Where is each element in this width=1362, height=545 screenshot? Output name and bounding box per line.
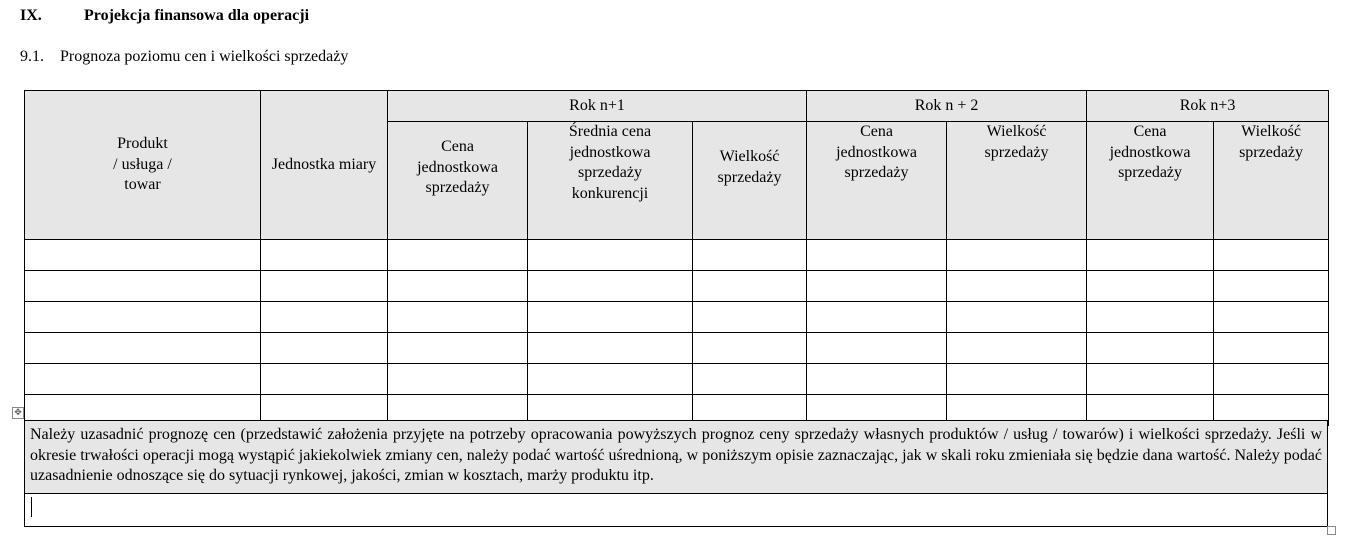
table-cell[interactable]	[807, 240, 947, 271]
table-cell[interactable]	[1214, 364, 1329, 395]
table-cell[interactable]	[261, 333, 388, 364]
header-product	[25, 91, 261, 240]
table-cell[interactable]	[528, 333, 693, 364]
table-cell[interactable]	[1214, 271, 1329, 302]
table-cell[interactable]	[693, 240, 807, 271]
header-y3-volume	[1214, 122, 1329, 240]
table-cell[interactable]	[807, 302, 947, 333]
table-cell[interactable]	[1214, 333, 1329, 364]
table-cell[interactable]	[1087, 333, 1214, 364]
header-unit: Jednostka miary	[261, 91, 388, 240]
section-number: IX.	[20, 7, 42, 24]
table-cell[interactable]	[947, 302, 1087, 333]
table-cell[interactable]	[1087, 240, 1214, 271]
header-line: Średnia cena	[568, 123, 652, 140]
table-cell[interactable]	[693, 364, 807, 395]
header-line: konkurencji	[571, 184, 649, 202]
table-cell[interactable]	[693, 271, 807, 302]
table-cell[interactable]	[25, 333, 261, 364]
header-y2-price	[807, 122, 947, 240]
header-product-line: / usługa /	[113, 155, 172, 173]
table-cell[interactable]	[807, 364, 947, 395]
table-cell[interactable]	[261, 271, 388, 302]
header-line: Cena	[441, 138, 474, 155]
table-row	[25, 364, 1329, 395]
table-cell[interactable]	[947, 333, 1087, 364]
table-cell[interactable]	[1087, 364, 1214, 395]
section-heading	[20, 7, 309, 25]
table-cell[interactable]	[261, 364, 388, 395]
table-row	[25, 271, 1329, 302]
header-y3-price	[1087, 122, 1214, 240]
table-cell[interactable]	[25, 271, 261, 302]
table-cell[interactable]	[388, 364, 528, 395]
table-cell[interactable]	[693, 302, 807, 333]
header-line: sprzedaży	[578, 164, 642, 181]
subsection-heading	[20, 48, 348, 66]
header-line: sprzedaży	[1118, 164, 1183, 181]
header-line: jednostkowa	[836, 143, 917, 161]
table-row	[25, 302, 1329, 333]
header-line: Wielkość	[719, 148, 780, 165]
table-cell[interactable]	[807, 271, 947, 302]
table-cell[interactable]	[1087, 302, 1214, 333]
table-cell[interactable]	[388, 240, 528, 271]
table-cell[interactable]	[1214, 302, 1329, 333]
header-y1-competitor-price	[528, 122, 693, 240]
header-line: sprzedaży	[1239, 143, 1304, 161]
table-cell[interactable]	[25, 302, 261, 333]
header-year-1: Rok n+1	[388, 91, 807, 122]
table-cell[interactable]	[388, 271, 528, 302]
table-cell[interactable]	[807, 333, 947, 364]
header-line: Cena	[1133, 123, 1167, 140]
header-line: Wielkość	[986, 123, 1047, 140]
justification-input[interactable]	[25, 493, 1328, 526]
header-product-line: towar	[124, 176, 161, 194]
table-cell[interactable]	[947, 240, 1087, 271]
resize-handle-icon[interactable]	[1327, 526, 1336, 535]
header-line: jednostkowa	[569, 143, 651, 161]
table-cell[interactable]	[947, 364, 1087, 395]
table-cell[interactable]	[528, 302, 693, 333]
move-arrows-icon[interactable]: ✥	[12, 407, 24, 419]
table-cell[interactable]	[261, 240, 388, 271]
header-line: jednostkowa	[417, 158, 498, 176]
table-cell[interactable]	[528, 240, 693, 271]
table-row	[25, 333, 1329, 364]
header-year-2: Rok n + 2	[807, 91, 1087, 122]
table-cell[interactable]	[528, 364, 693, 395]
table-cell[interactable]	[388, 302, 528, 333]
subsection-number: 9.1.	[20, 48, 44, 65]
header-line: Cena	[860, 123, 893, 140]
justification-table	[24, 420, 1328, 527]
table-cell[interactable]	[528, 271, 693, 302]
header-line: sprzedaży	[984, 143, 1049, 161]
table-cell[interactable]	[1214, 240, 1329, 271]
subsection-title: Prognoza poziomu cen i wielkości sprzedaży	[60, 48, 349, 65]
header-y1-volume	[693, 122, 807, 240]
header-line: sprzedaży	[717, 168, 782, 186]
table-cell[interactable]	[388, 333, 528, 364]
table-cell[interactable]	[1087, 271, 1214, 302]
justification-instruction: Należy uzasadnić prognozę cen (przedstawić założenia przyjęte na potrzeby opracowania powyższych prognoz ceny sprzedaży własnych produktów / usług / towarów) i wielkości sprzedaży. Jeśli w okresie trwałości operacji mogą wystąpić jakiekolwiek zmiany cen, należy podać wartość uśrednioną, w poniższym opisie zaznaczając, jak w skali roku zmieniała się będzie dana wartość. Należy podać uzasadnienie odnoszące się do sytuacji rynkowej, jakości, zmian w kosztach, marży produktu itp.	[25, 421, 1328, 494]
table-cell[interactable]	[693, 333, 807, 364]
table-cell[interactable]	[25, 364, 261, 395]
header-line: Wielkość	[1241, 123, 1301, 140]
price-forecast-table	[24, 90, 1329, 426]
section-title: Projekcja finansowa dla operacji	[84, 7, 310, 24]
text-cursor	[31, 497, 32, 517]
header-product-line: Produkt	[117, 135, 168, 153]
header-line: jednostkowa	[1109, 143, 1191, 161]
header-line: sprzedaży	[425, 179, 490, 196]
table-cell[interactable]	[947, 271, 1087, 302]
header-line: sprzedaży	[844, 164, 909, 181]
header-y1-price	[388, 122, 528, 240]
table-row	[25, 240, 1329, 271]
table-cell[interactable]	[25, 240, 261, 271]
table-cell[interactable]	[261, 302, 388, 333]
header-y2-volume	[947, 122, 1087, 240]
header-year-3: Rok n+3	[1087, 91, 1329, 122]
